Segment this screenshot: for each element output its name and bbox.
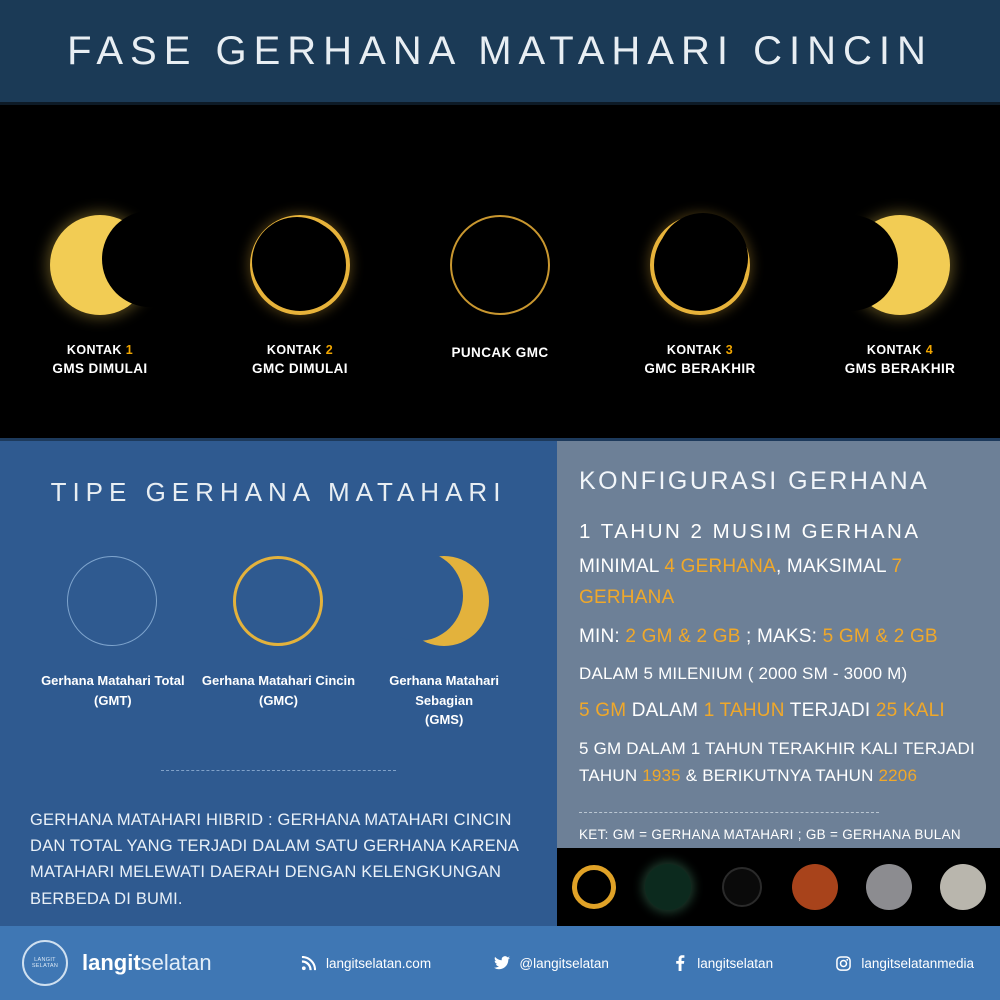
social-facebook[interactable] — [671, 955, 773, 972]
divider — [161, 770, 396, 771]
phase-label-top: KONTAK — [66, 343, 122, 357]
thumb-annular — [557, 848, 631, 926]
hybrid-eclipse-note: GERHANA MATAHARI HIBRID : GERHANA MATAHARI CINCIN DAN TOTAL YANG TERJADI DALAM SATU GERHANA KARENA MATAHARI MELEWATI DAERAH DENGAN KELENGKUNGAN BERBEDA DI BUMI. — [30, 810, 519, 908]
page-title: FASE GERHANA MATAHARI CINCIN — [67, 28, 933, 73]
configuration-title: KONFIGURASI GERHANA — [579, 467, 930, 495]
phase-number: 2 — [325, 343, 334, 357]
phase-label-bottom: GMC BERAKHIR — [644, 361, 756, 377]
config-line-3: MIN: 2 GM & 2 GB ; MAKS: 5 GM & 2 GB — [579, 625, 938, 647]
header — [0, 0, 1000, 105]
config-line-2: MINIMAL 4 GERHANA, MAKSIMAL 7 GERHANA — [579, 556, 903, 608]
type-caption-line1: Gerhana Matahari Cincin — [201, 673, 356, 688]
phase-label-bottom: PUNCAK GMC — [451, 345, 549, 360]
phase-label-bottom: GMS DIMULAI — [52, 361, 148, 377]
social-label: @langitselatan — [519, 955, 609, 971]
eclipse-type-gmc — [196, 554, 361, 710]
config-line-1: 1 TAHUN 2 MUSIM GERHANA — [579, 520, 921, 543]
eclipse-photo-strip — [557, 848, 1000, 926]
phase-kontak-1 — [5, 205, 195, 379]
thumb-full-moon — [926, 848, 1000, 926]
phase-kontak-4 — [805, 205, 995, 379]
eclipse-phases-panel — [0, 105, 1000, 438]
phase-label-top: KONTAK — [266, 343, 322, 357]
ring-offset-right-icon — [640, 205, 760, 325]
phase-label-top: KONTAK — [666, 343, 722, 357]
eclipse-type-gms — [362, 554, 527, 730]
brand[interactable] — [0, 940, 300, 986]
ring-centered-icon — [440, 205, 560, 325]
phase-kontak-2 — [205, 205, 395, 379]
sun-bite-left-icon — [840, 205, 960, 325]
twitter-icon — [493, 955, 510, 972]
crescent-gold-icon — [397, 554, 492, 649]
phase-kontak-3 — [605, 205, 795, 379]
phase-label-top: KONTAK — [866, 343, 922, 357]
social-label: langitselatanmedia — [861, 955, 974, 971]
footer — [0, 926, 1000, 1000]
thumb-partial-dark — [705, 848, 779, 926]
instagram-icon — [835, 955, 852, 972]
phase-puncak-gmc — [405, 205, 595, 363]
sun-bite-right-icon — [40, 205, 160, 325]
type-caption-line1: Gerhana Matahari Total — [41, 673, 185, 688]
phase-number: 3 — [725, 343, 734, 357]
social-label: langitselatan.com — [326, 955, 432, 971]
type-caption-line2: (GMC) — [258, 692, 298, 708]
social-label: langitselatan — [697, 955, 774, 971]
config-line-4: DALAM 5 MILENIUM ( 2000 SM - 3000 M) — [579, 664, 908, 684]
logo-seal-icon: LANGIT SELATAN — [22, 940, 68, 986]
config-line-5: 5 GM DALAM 1 TAHUN TERJADI 25 KALI — [579, 699, 945, 721]
thumb-blood-moon — [778, 848, 852, 926]
rss-icon — [300, 955, 317, 972]
type-caption-line2: (GMT) — [94, 692, 132, 708]
phase-label-bottom: GMS BERAKHIR — [844, 361, 956, 377]
ring-offset-left-icon — [240, 205, 360, 325]
social-website[interactable] — [300, 955, 431, 972]
phase-number: 4 — [925, 343, 934, 357]
social-twitter[interactable] — [493, 955, 609, 972]
eclipse-types-panel — [0, 441, 557, 926]
phase-label-bottom: GMC DIMULAI — [252, 361, 348, 377]
type-caption-line1: Gerhana Matahari Sebagian — [389, 673, 500, 708]
social-instagram[interactable] — [835, 955, 974, 972]
type-caption-line2: (GMS) — [425, 712, 464, 727]
legend-note: KET: GM = GERHANA MATAHARI ; GB = GERHANA BULAN — [579, 826, 961, 842]
eclipse-configuration-panel — [557, 441, 1000, 926]
eclipse-types-title: TIPE GERHANA MATAHARI — [50, 477, 507, 507]
circle-outline-icon — [65, 554, 160, 649]
social-links — [300, 955, 1000, 972]
divider — [579, 812, 879, 813]
thumb-total-green — [631, 848, 705, 926]
brand-name-light: selatan — [140, 950, 212, 975]
phase-number: 1 — [125, 343, 134, 357]
eclipse-type-gmt — [30, 554, 195, 710]
config-line-6: 5 GM DALAM 1 TAHUN TERAKHIR KALI TERJADI TAHUN 1935 & BERIKUTNYA TAHUN 2206 — [579, 738, 975, 786]
ring-gold-icon — [231, 554, 326, 649]
brand-name-bold: langit — [82, 950, 141, 975]
thumb-gibbous-moon — [852, 848, 926, 926]
facebook-icon — [671, 955, 688, 972]
